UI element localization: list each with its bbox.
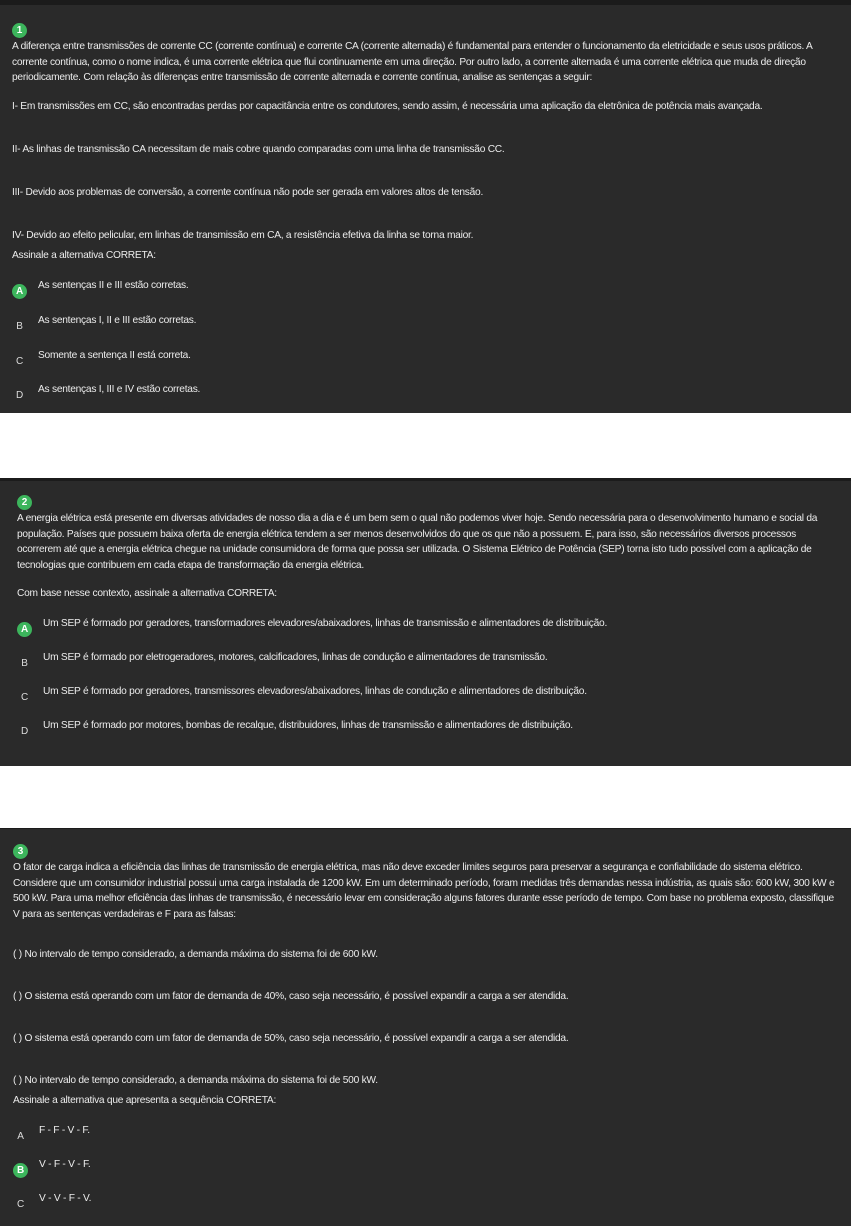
- option-letter-badge: A: [12, 284, 27, 299]
- question-1-panel: [0, 0, 851, 413]
- answer-option-b[interactable]: [13, 1158, 837, 1176]
- answer-option-a[interactable]: [12, 279, 837, 297]
- option-text: As sentenças I, III e IV estão corretas.: [38, 383, 201, 395]
- option-text: V - V - F - V.: [39, 1193, 92, 1204]
- option-letter: D: [21, 726, 28, 737]
- question-prompt: Assinale a alternativa que apresenta a sequência CORRETA:: [13, 1095, 277, 1106]
- question-number-badge: 2: [17, 495, 32, 510]
- option-text: As sentenças II e III estão corretas.: [38, 279, 189, 291]
- statement: IV- Devido ao efeito pelicular, em linhas de transmissão em CA, a resistência efetiva da linha se torna maior.: [12, 229, 474, 241]
- statement: II- As linhas de transmissão CA necessitam de mais cobre quando comparadas com uma linha de transmissão CC.: [12, 143, 505, 155]
- option-text: V - F - V - F.: [39, 1159, 91, 1170]
- question-prompt: Com base nesse contexto, assinale a alternativa CORRETA:: [17, 588, 277, 599]
- answer-option-c[interactable]: [13, 1192, 837, 1210]
- option-text: F - F - V - F.: [39, 1125, 90, 1136]
- option-text: As sentenças I, II e III estão corretas.: [38, 314, 197, 326]
- answer-option-b[interactable]: [17, 651, 837, 669]
- statement: ( ) O sistema está operando com um fator de demanda de 40%, caso seja necessário, é possível expandir a carga a ser atendida.: [13, 991, 569, 1002]
- answer-option-d[interactable]: [17, 719, 837, 737]
- question-intro: A energia elétrica está presente em diversas atividades de nosso dia a dia e é um bem sem o qual não podemos viver hoje. Sendo necessária para o desenvolvimento humano e social da população. Países que possuem baixa oferta de energia elétrica tendem a ser menos desenvolvidos do que os que não a possuem. E, para isso, são necessários diversos processos ocorrerem até que a energia elétrica chegue na unidade consumidora de forma que possa ser utilizada. O Sistema Elétrico de Potência (SEP) torna isto tudo possível com a aplicação de tecnologias que contribuem em cada etapa de transformação da energia elétrica.: [17, 513, 818, 571]
- question-2-panel: [0, 478, 851, 766]
- question-number-badge: 1: [12, 23, 27, 38]
- option-text: Um SEP é formado por geradores, transmissores elevadores/abaixadores, linhas de condução e alimentadores de distribuição.: [43, 686, 587, 697]
- question-prompt: Assinale a alternativa CORRETA:: [12, 249, 156, 261]
- option-letter: C: [21, 692, 28, 703]
- answer-option-c[interactable]: [12, 349, 837, 367]
- option-letter: B: [16, 320, 23, 332]
- option-letter: C: [17, 1199, 24, 1210]
- question-3-panel: [0, 828, 851, 1226]
- question-intro: A diferença entre transmissões de corrente CC (corrente contínua) e corrente CA (corrente alternada) é fundamental para entender o funcionamento da eletricidade e seus usos práticos. A corrente contínua, como o nome indica, é uma corrente elétrica que flui continuamente em uma direção. Por outro lado, a corrente alternada é uma corrente elétrica que muda de direção periodicamente. Com relação às diferenças entre transmissão de corrente alternada e corrente contínua, analise as sentenças a seguir:: [12, 41, 813, 83]
- option-letter: D: [16, 389, 23, 401]
- answer-option-a[interactable]: [13, 1124, 837, 1142]
- statement: ( ) No intervalo de tempo considerado, a demanda máxima do sistema foi de 600 kW.: [13, 949, 378, 960]
- statement: I- Em transmissões em CC, são encontradas perdas por capacitância entre os condutores, sendo assim, é necessária uma aplicação da eletrônica de potência mais avançada.: [12, 100, 763, 112]
- question-number-badge: 3: [13, 844, 28, 859]
- answer-option-c[interactable]: [17, 685, 837, 703]
- option-text: Um SEP é formado por geradores, transformadores elevadores/abaixadores, linhas de transmissão e alimentadores de distribuição.: [43, 618, 608, 629]
- question-intro: O fator de carga indica a eficiência das linhas de transmissão de energia elétrica, mas não deve exceder limites seguros para preservar a segurança e confiabilidade do sistema elétrico. Considere que um consumidor industrial possui uma carga instalada de 1200 kW. Em um determinado período, foram medidas três demandas nessa indústria, as quais são: 600 kW, 300 kW e 500 kW. Para uma melhor eficiência das linhas de transmissão, é necessário levar em consideração alguns fatores durante esse período de tempo. Com base no problema exposto, classifique V para as sentenças verdadeiras e F para as falsas:: [13, 862, 835, 920]
- option-text: Um SEP é formado por motores, bombas de recalque, distribuidores, linhas de transmissão e alimentadores de distribuição.: [43, 720, 573, 731]
- option-letter: B: [21, 658, 28, 669]
- option-letter-badge: B: [13, 1163, 28, 1178]
- statement: III- Devido aos problemas de conversão, a corrente contínua não pode ser gerada em valores altos de tensão.: [12, 186, 484, 198]
- answer-option-d[interactable]: [12, 383, 837, 401]
- option-text: Um SEP é formado por eletrogeradores, motores, calcificadores, linhas de condução e alimentadores de transmissão.: [43, 652, 548, 663]
- option-text: Somente a sentença II está correta.: [38, 349, 191, 361]
- statement: ( ) No intervalo de tempo considerado, a demanda máxima do sistema foi de 500 kW.: [13, 1075, 378, 1086]
- answer-option-a[interactable]: [17, 617, 837, 635]
- option-letter: C: [16, 355, 23, 367]
- option-letter: A: [17, 1131, 24, 1142]
- option-letter-badge: A: [17, 622, 32, 637]
- statement: ( ) O sistema está operando com um fator de demanda de 50%, caso seja necessário, é possível expandir a carga a ser atendida.: [13, 1033, 569, 1044]
- answer-option-b[interactable]: [12, 314, 837, 332]
